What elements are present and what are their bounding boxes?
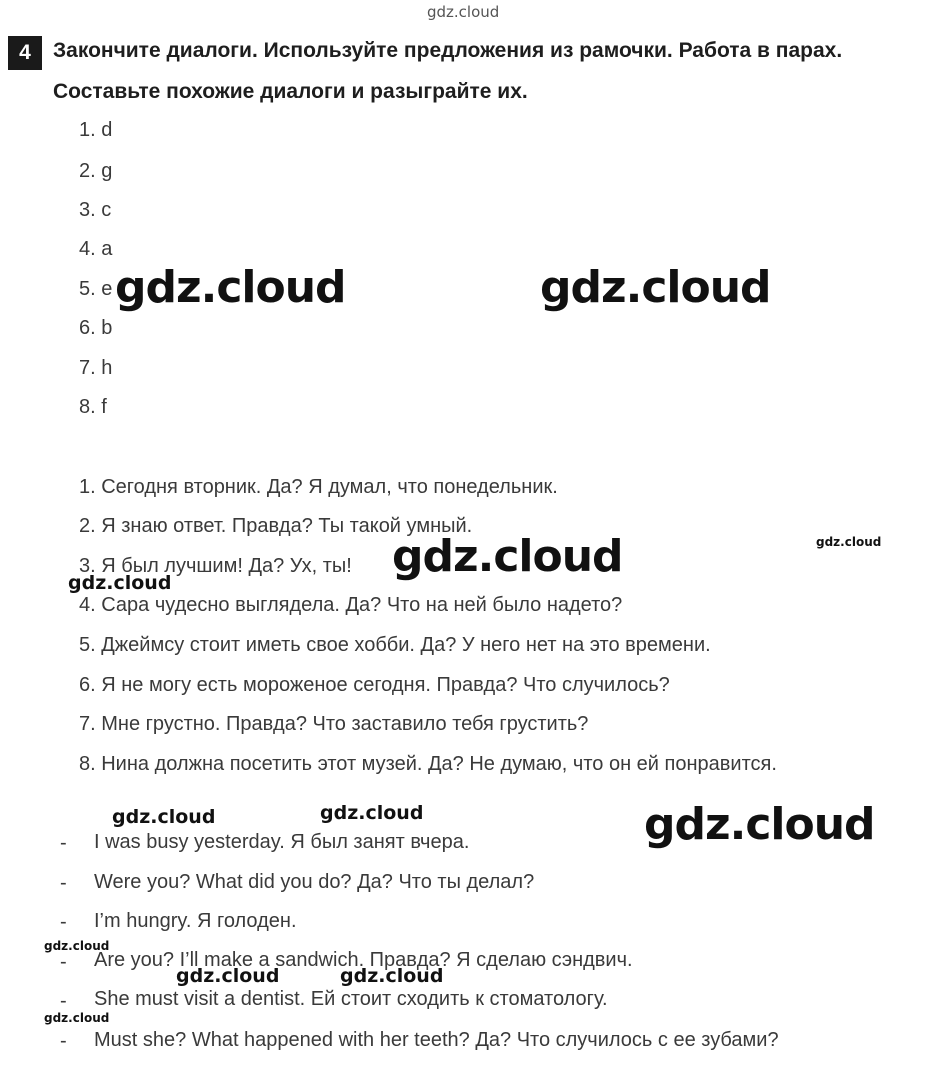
task-heading-line1: Закончите диалоги. Используйте предложения из рамочки. Работа в парах. [53,39,843,62]
dialogue-line-2: Were you? What did you do? Да? Что ты делал? [94,871,535,893]
translation-item-4: 4. Сара чудесно выглядела. Да? Что на ней было надето? [79,594,623,616]
translation-item-2: 2. Я знаю ответ. Правда? Ты такой умный. [79,515,473,537]
answer-item-6: 6. b [79,317,113,339]
dialogue-line-3: I’m hungry. Я голоден. [94,910,297,932]
translation-item-3: 3. Я был лучшим! Да? Ух, ты! [79,555,352,577]
answer-item-4: 4. a [79,238,113,260]
watermark: gdz.cloud [44,939,110,953]
dialogue-dash: - [60,1030,67,1052]
watermark: gdz.cloud [176,965,280,987]
dialogue-dash: - [60,990,67,1012]
translation-item-7: 7. Мне грустно. Правда? Что заставило тебя грустить? [79,713,589,735]
translation-item-8: 8. Нина должна посетить этот музей. Да? Не думаю, что он ей понравится. [79,753,777,775]
dialogue-dash: - [60,832,67,854]
task-number-badge: 4 [8,36,42,70]
watermark: gdz.cloud [540,262,771,313]
watermark: gdz.cloud [340,965,444,987]
answer-item-1: 1. d [79,119,113,141]
dialogue-dash: - [60,951,67,973]
translation-item-5: 5. Джеймсу стоит иметь свое хобби. Да? У него нет на это времени. [79,634,711,656]
watermark: gdz.cloud [68,572,172,594]
dialogue-line-5: She must visit a dentist. Ей стоит сходить к стоматологу. [94,988,608,1010]
watermark: gdz.cloud [115,262,346,313]
answer-item-2: 2. g [79,160,113,182]
dialogue-line-6: Must she? What happened with her teeth? Да? Что случилось с ее зубами? [94,1029,779,1051]
answer-item-3: 3. c [79,199,112,221]
answer-item-5: 5. e [79,278,113,300]
translation-item-6: 6. Я не могу есть мороженое сегодня. Правда? Что случилось? [79,674,670,696]
watermark: gdz.cloud [392,531,623,582]
watermark-top: gdz.cloud [427,3,500,21]
watermark: gdz.cloud [112,806,216,828]
dialogue-dash: - [60,872,67,894]
answer-item-7: 7. h [79,357,113,379]
dialogue-line-1: I was busy yesterday. Я был занят вчера. [94,831,470,853]
watermark: gdz.cloud [320,802,424,824]
watermark: gdz.cloud [644,799,875,850]
watermark: gdz.cloud [816,535,882,549]
dialogue-line-4: Are you? I’ll make a sandwich. Правда? Я сделаю сэндвич. [94,949,633,971]
task-heading-line2: Составьте похожие диалоги и разыграйте их. [53,80,528,103]
translation-item-1: 1. Сегодня вторник. Да? Я думал, что понедельник. [79,476,558,498]
answer-item-8: 8. f [79,396,107,418]
watermark: gdz.cloud [44,1011,110,1025]
dialogue-dash: - [60,911,67,933]
